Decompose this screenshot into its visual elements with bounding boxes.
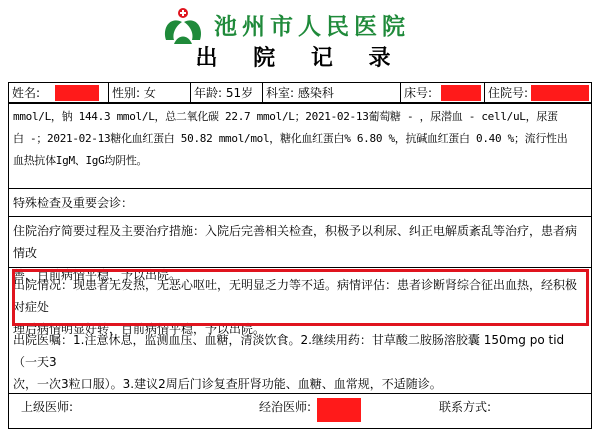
discharge-line-1: 出院情况：现患者无发热，无恶心呕吐，无明显乏力等不适。病情评估：患者诊断肾综合征出血热，经积极对症处: [13, 278, 578, 314]
treatment-line-1: 住院治疗简要过程及主要治疗措施：入院后完善相关检查，积极予以利尿、纠正电解质紊乱等治疗，患者病情改: [13, 224, 578, 260]
senior-doctor-label: 上级医师:: [21, 400, 74, 414]
senior-doctor-cell: [9, 394, 247, 428]
treatment-line-2: 善，目前病情平稳，予以出院。: [13, 268, 182, 282]
lab-results: [9, 106, 591, 172]
hospital-name: 池州市人民医院: [214, 13, 410, 40]
admission-cell: [485, 83, 593, 103]
attending-doctor-label: 经治医师:: [259, 400, 312, 414]
attending-doctor-redaction: [317, 398, 361, 422]
divider: [9, 267, 591, 268]
attending-doctor-cell: [247, 394, 427, 428]
name-label: 姓名:: [12, 86, 41, 100]
bed-label: 床号:: [404, 86, 433, 100]
admission-redaction: [531, 85, 589, 101]
highlight-box: [12, 269, 589, 326]
age-cell: [191, 83, 263, 103]
signature-footer: [8, 393, 592, 429]
lab-line-3: 血热抗体IgM、IgG均阴性。: [13, 154, 148, 167]
lab-line-1: mmol/L，钠 144.3 mmol/L，总二氧化碳 22.7 mmol/L；2021-02-13葡萄糖 - ，尿潜血 - cell/uL，尿蛋: [13, 110, 558, 123]
bed-redaction: [441, 85, 481, 101]
lab-line-2: 白 -；2021-02-13糖化血红蛋白 50.82 mmol/mol，糖化血红蛋白% 6.80 %，抗碱血红蛋白 0.40 %；流行性出: [13, 132, 568, 145]
contact-label: 联系方式:: [439, 400, 492, 414]
record-body: [8, 104, 592, 429]
age-label: 年龄:: [194, 86, 223, 100]
name-redaction: [55, 85, 99, 101]
gender-label: 性别:: [112, 86, 141, 100]
document-title: 出 院 记 录: [195, 46, 405, 71]
patient-info-row: [8, 82, 592, 104]
divider: [9, 188, 591, 189]
bed-cell: [401, 83, 485, 103]
divider: [9, 216, 591, 217]
dept-value: 感染科: [297, 86, 334, 100]
admission-label: 住院号:: [488, 86, 529, 100]
dept-label: 科室:: [266, 86, 295, 100]
gender-value: 女: [143, 86, 156, 100]
contact-cell: [427, 394, 593, 428]
document-header: [0, 0, 600, 80]
special-exam-section: [9, 192, 591, 214]
discharge-orders-section: [9, 329, 591, 395]
orders-line-1: 出院医嘱：1.注意休息，监测血压、血糖，清淡饮食。2.继续用药：甘草酸二胺肠溶胶囊 150mg po tid（一天3: [13, 333, 565, 369]
name-cell: [9, 83, 109, 103]
orders-line-2: 次，一次3粒口服）。3.建议2周后门诊复查肝肾功能、血糖、血常规，不适随诊。: [13, 377, 442, 391]
special-exam-label: 特殊检查及重要会诊：: [13, 196, 134, 210]
hospital-logo-icon: [160, 6, 206, 46]
gender-cell: [109, 83, 191, 103]
dept-cell: [263, 83, 401, 103]
age-value: 51岁: [225, 86, 254, 100]
discharge-line-2: 理后病情明显好转，目前病情平稳，予以出院。: [13, 322, 266, 336]
